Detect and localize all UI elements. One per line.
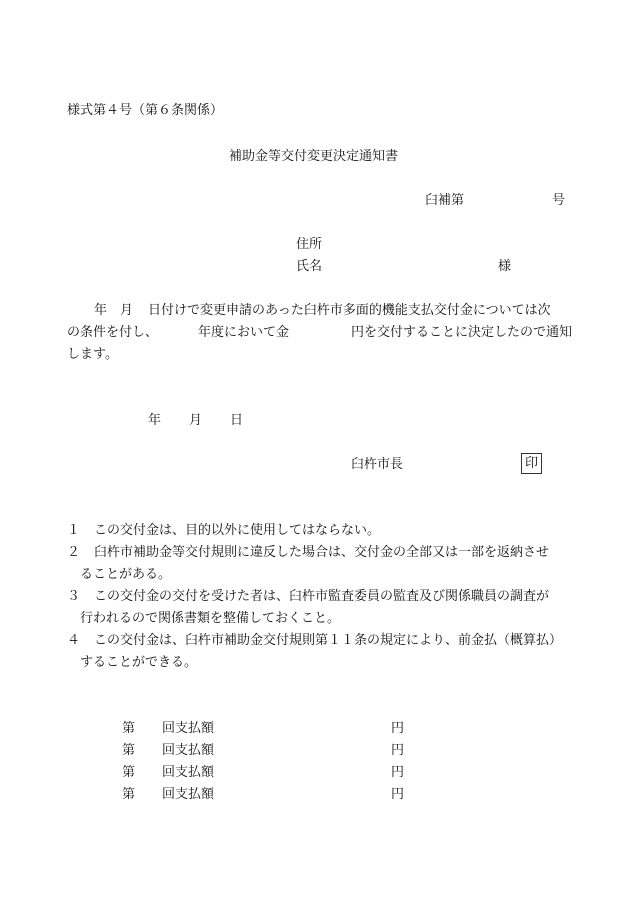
address-label: 住所 <box>296 237 323 252</box>
condition-1-number: １ <box>67 523 81 538</box>
reference-number-suffix: 号 <box>552 193 566 208</box>
date-year: 年 <box>148 413 162 428</box>
condition-2-number: ２ <box>67 545 81 560</box>
condition-1-line-1: この交付金は、目的以外に使用してはならない。 <box>94 523 381 538</box>
payment-row-1-unit: 円 <box>391 721 405 736</box>
payment-row-2-label: 回支払額 <box>162 743 215 758</box>
name-label: 氏名 <box>296 259 323 274</box>
payment-row-4-unit: 円 <box>391 787 405 802</box>
payment-row-1-label: 回支払額 <box>162 721 215 736</box>
condition-4-number: ４ <box>67 633 81 648</box>
payment-row-3-unit: 円 <box>391 765 405 780</box>
date-month: 月 <box>189 413 203 428</box>
condition-4-line-1: この交付金は、臼杵市補助金交付規則第１１条の規定により、前金払（概算払） <box>94 633 563 648</box>
payment-row-4-prefix: 第 <box>122 787 136 802</box>
issuer-name: 臼杵市長 <box>351 457 404 472</box>
payment-row-4-label: 回支払額 <box>162 787 215 802</box>
condition-2-line-2: ることがある。 <box>80 567 172 582</box>
condition-3-line-2: 行われるので関係書類を整備しておくこと。 <box>80 611 341 626</box>
reference-number-prefix: 臼補第 <box>425 193 465 208</box>
payment-row-3-label: 回支払額 <box>162 765 215 780</box>
condition-2-line-1: 臼杵市補助金等交付規則に違反した場合は、交付金の全部又は一部を返納させ <box>94 545 550 560</box>
document-title: 補助金等交付変更決定通知書 <box>229 149 399 164</box>
body-line-2-c: 円を交付することに決定したので通知 <box>351 325 573 340</box>
honorific: 様 <box>498 259 512 274</box>
condition-3-number: ３ <box>67 589 81 604</box>
date-day: 日 <box>230 413 244 428</box>
condition-3-line-1: この交付金の交付を受けた者は、臼杵市監査委員の監査及び関係職員の調査が <box>94 589 550 604</box>
form-number: 様式第４号（第６条関係） <box>67 103 224 118</box>
condition-4-line-2: することができる。 <box>80 655 198 670</box>
body-year: 年 <box>94 303 108 318</box>
payment-row-1-prefix: 第 <box>122 721 136 736</box>
body-line-2-a: の条件を付し、 <box>67 325 159 340</box>
payment-row-2-prefix: 第 <box>122 743 136 758</box>
body-line-2-b: 年度において金 <box>198 325 290 340</box>
body-line-1: 日付けで変更申請のあった臼杵市多面的機能支払交付金については次 <box>148 303 551 318</box>
payment-row-3-prefix: 第 <box>122 765 136 780</box>
body-line-3: します。 <box>67 347 118 362</box>
seal-stamp: 印 <box>521 453 542 474</box>
body-month: 月 <box>120 303 134 318</box>
payment-row-2-unit: 円 <box>391 743 405 758</box>
